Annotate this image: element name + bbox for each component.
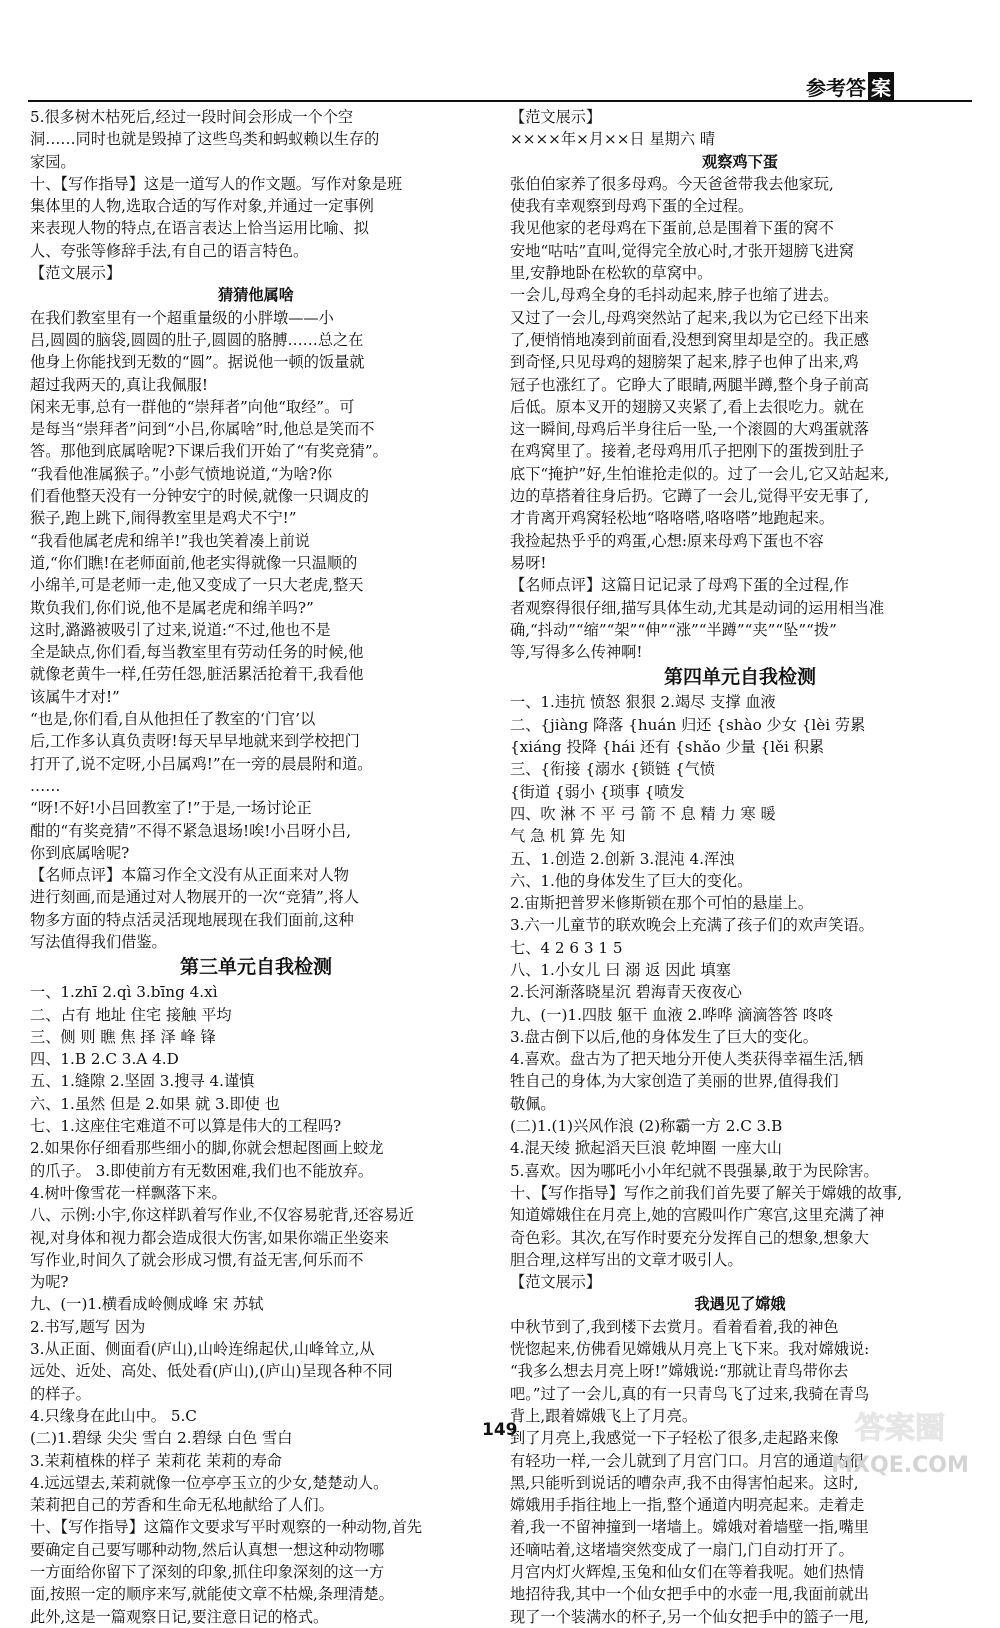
text-line: 道,“你们瞧!在老师面前,他老实得就像一只温顺的 [30, 553, 358, 572]
text-line: 奇色彩。其次,在写作时要充分发挥自己的想象,想象大 [510, 1228, 869, 1247]
text-line: (二)1.(1)兴风作浪 (2)称霸一方 2.C 3.B [510, 1117, 783, 1136]
text-line: 物多方面的特点活灵活现地展现在我们面前,这种 [30, 910, 354, 929]
text-line: 后低。原本叉开的翅膀又夹紧了,看上去很吃力。就在 [510, 397, 865, 416]
text-line: 为呢? [30, 1273, 69, 1292]
text-line: 2.长河渐落晓星沉 碧海青天夜夜心 [510, 983, 742, 1002]
text-line: 十、【写作指导】这篇作文要求写平时观察的一种动物,首先 [30, 1518, 423, 1537]
text-line: 还嘀咕着,这堵墙突然变成了一扇门,门自动打开了。 [510, 1540, 854, 1559]
text-line: 猴子,跑上跳下,闹得教室里是鸡犬不宁!” [30, 509, 297, 528]
text-line: 有轻功一样,一会儿就到了月宫门口。月宫的通道内很 [510, 1451, 865, 1470]
text-line: 酣的“有奖竞猜”不得不紧急退场!唉!小吕呀小吕, [30, 821, 352, 840]
text-line: 一方面给你留下了深刻的印象,抓住印象深刻的这一方 [30, 1563, 385, 1581]
text-line: 才肯离开鸡窝轻松地“咯咯嗒,咯咯嗒”地跑起来。 [510, 509, 835, 528]
watermark-line2: MXQE.COM [831, 1453, 969, 1478]
text-line: 欺负我们,你们说,他不是属老虎和绵羊吗?” [30, 598, 314, 617]
text-line: 是每当“崇拜者”问到“小吕,你属啥”时,他总是笑而不 [30, 420, 375, 439]
header-title: 参考答 [806, 76, 866, 100]
text-line: 2.书写,题写 因为 [30, 1317, 146, 1336]
text-line: 的样子。 [30, 1384, 91, 1403]
text-line: 此外,这是一篇观察日记,要注意日记的格式。 [30, 1607, 329, 1626]
text-line: {xiáng 投降 {hái 还有 {shǎo 少量 {lěi 积累 [510, 738, 825, 757]
text-line: 3.茉莉植株的样子 茉莉花 茉莉的寿命 [30, 1451, 282, 1470]
text-line: 边的草搭着往身后扔。它蹲了一会儿,觉得平安无事了, [510, 487, 869, 506]
text-line: 视,对身体和视力都会造成很大伤害,如果你端正坐姿来 [30, 1228, 389, 1247]
text-line: 观察鸡下蛋 [702, 152, 778, 171]
text-line: 我遇见了嫦娥 [694, 1295, 786, 1314]
text-line: “也是,你们看,自从他担任了教室的‘门官’以 [30, 710, 316, 729]
text-line: 二、{jiàng 降落 {huán 归还 {shào 少女 {lèi 劳累 [510, 715, 866, 734]
text-line: 六、1.虽然 但是 2.如果 就 3.即使 也 [30, 1094, 280, 1113]
text-line: 后,工作多认真负责呀!每天早早地就来到学校把门 [30, 732, 360, 751]
text-line: 在我们教室里有一个超重量级的小胖墩——小 [30, 308, 334, 327]
text-line: 来表现人物的特点,在语言表达上恰当运用比喻、拟 [30, 219, 369, 238]
text-line: 背上,跟着嫦娥飞上了月亮。 [510, 1406, 698, 1425]
text-line: “我看他属老虎和绵羊!”我也笑着凑上前说 [30, 531, 310, 550]
text-line: 吧。”过了一会儿,真的有一只青鸟飞了过来,我骑在青鸟 [510, 1384, 870, 1403]
text-line: 家园。 [30, 152, 76, 171]
text-line: “呀!不好!小吕回教室了!”于是,一场讨论正 [30, 799, 312, 818]
text-line: {街道 {弱小 {琐事 {喷发 [510, 782, 685, 801]
text-line: 里,安静地卧在松软的草窝中。 [510, 264, 713, 283]
text-line: 七、4 2 6 3 1 5 [510, 938, 623, 957]
text-line: 你到底属啥呢? [30, 843, 130, 862]
header-title-boxed-char: 案 [868, 72, 894, 101]
left-column [30, 106, 482, 1628]
text-line: 安地“咕咕”直叫,觉得完全放心时,才张开翅膀飞进窝 [510, 241, 855, 260]
text-line: “我看他准属猴子。”小彭气愤地说道,“为啥?你 [30, 464, 333, 483]
text-line: 敬佩。 [510, 1094, 556, 1113]
text-line: “我多么想去月亮上呀!”嫦娥说:“那就让青鸟带你去 [510, 1362, 849, 1381]
text-line: 第三单元自我检测 [179, 956, 332, 979]
text-line: 面,按照一定的顺序来写,就能使文章不枯燥,条理清楚。 [30, 1585, 394, 1604]
text-line: 的爪子。 3.即使前方有无数困难,我们也不能放弃。 [30, 1161, 374, 1180]
text-line: 2.如果你仔细看那些细小的脚,你就会想起图画上蛟龙 [30, 1139, 384, 1158]
text-line: 一会儿,母鸡全身的毛抖动起来,脖子也缩了进去。 [510, 286, 839, 305]
text-line: 又过了一会儿,母鸡突然站了起来,我以为它已经下出来 [510, 308, 869, 327]
text-line: 着,我一不留神撞到一堵墙上。嫦娥对着墙壁一指,嘴里 [510, 1518, 869, 1537]
text-line: 知道嫦娥住在月亮上,她的宫殿叫作广寒宫,这里充满了神 [510, 1206, 885, 1225]
watermark-line1: 答案圈 [855, 1411, 945, 1446]
text-line: 现了一个装满水的杯子,另一个仙女把手中的篮子一甩, [510, 1607, 869, 1626]
text-line: 【范文展示】 [510, 108, 602, 126]
text-line: 一、1.违抗 愤怒 狠狠 2.竭尽 支撑 血液 [510, 693, 776, 712]
text-line: 八、1.小女儿 曰 溺 返 因此 填塞 [510, 960, 731, 979]
text-line: 茉莉把自己的芳香和生命无私地献给了人们。 [30, 1496, 334, 1515]
text-line: 3.六一儿童节的联欢晚会上充满了孩子们的欢声笑语。 [510, 916, 874, 935]
text-line: 该属牛才对!” [30, 687, 120, 706]
text-line: 者观察得很仔细,描写具体生动,尤其是动词的运用相当准 [510, 598, 885, 617]
text-line: 人、夸张等修辞手法,有自己的语言特色。 [30, 241, 309, 260]
text-line: ××××年×月××日 星期六 晴 [510, 130, 716, 149]
text-line: 我见他家的老母鸡在下蛋前,总是围着下蛋的窝不 [510, 219, 834, 238]
text-line: 【范文展示】 [30, 264, 122, 283]
text-line: 4.只缘身在此山中。 5.C [30, 1406, 197, 1425]
text-line: 恍惚起来,仿佛看见嫦娥从月亮上飞下来。我对嫦娥说: [510, 1340, 870, 1359]
text-line: 九、(一)1.横看成岭侧成峰 宋 苏轼 [30, 1295, 264, 1314]
text-line: 【名师点评】这篇日记记录了母鸡下蛋的全过程,作 [510, 576, 849, 595]
text-line: 四、吹 淋 不 平 弓 箭 不 息 精 力 寒 暖 [510, 804, 776, 823]
text-line: 等,写得多么传神啊! [510, 643, 643, 662]
text-line: 就像老黄牛一样,任劳任怨,脏活累活抢着干,我看他 [30, 665, 364, 684]
text-line: 三、侧 则 瞧 焦 择 泽 峰 锋 [30, 1027, 216, 1046]
text-line: 十、【写作指导】这是一道写人的作文题。写作对象是班 [30, 174, 403, 193]
text-line: 3.从正面、侧面看(庐山),山岭连绵起伏,山峰耸立,从 [30, 1340, 375, 1359]
text-line: 进行刻画,而是通过对人物展开的一次“竞猜”,将人 [30, 888, 359, 907]
page-header [806, 72, 894, 101]
text-line: 二、占有 地址 住宅 接触 平均 [30, 1005, 232, 1024]
text-line: 十、【写作指导】写作之前我们首先要了解关于嫦娥的故事, [510, 1183, 903, 1202]
text-line: 远处、近处、高处、低处看(庐山),(庐山)呈现各种不同 [30, 1362, 393, 1381]
text-line: 们看他整天没有一分钟安宁的时候,就像一只调皮的 [30, 487, 369, 506]
text-line: 4.喜欢。盘古为了把天地分开使人类获得幸福生活,牺 [510, 1050, 864, 1069]
text-line: 全是缺点,你们看,每当教室里有劳动任务的时候,他 [30, 643, 364, 662]
text-line: 九、(一)1.四肢 躯干 血液 2.哗哗 滴滴答答 咚咚 [510, 1005, 834, 1024]
text-line: 我捡起热乎乎的鸡蛋,心想:原来母鸡下蛋也不容 [510, 531, 824, 550]
text-line: 5.很多树木枯死后,经过一段时间会形成一个个空 [30, 108, 354, 126]
text-line: 这时,潞潞被吸引了过来,说道:“不过,他也不是 [30, 620, 331, 639]
text-line: 2.宙斯把普罗米修斯锁在那个可怕的悬崖上。 [510, 894, 814, 913]
watermark-logo [820, 1400, 980, 1484]
text-line: 写作业,时间久了就会形成习惯,有益无害,何乐而不 [30, 1250, 364, 1269]
text-line: 小绵羊,可是老师一走,他又变成了一只大老虎,整天 [30, 576, 364, 595]
text-line: 中秋节到了,我到楼下去赏月。看着看着,我的神色 [510, 1317, 839, 1336]
text-line: 第四单元自我检测 [663, 666, 816, 689]
text-line: 3.盘古倒下以后,他的身体发生了巨大的变化。 [510, 1027, 818, 1046]
text-line: 猜猜他属啥 [218, 286, 294, 305]
text-line: 底下“掩护”好,生怕谁抢走似的。过了一会儿,它又站起来, [510, 464, 890, 483]
text-line: 集体里的人物,选取合适的写作对象,并通过一定事例 [30, 197, 374, 216]
text-line: 易呀! [510, 553, 547, 572]
text-line: 5.喜欢。因为哪吒小小年纪就不畏强暴,敢于为民除害。 [510, 1161, 879, 1180]
text-line: 牲自己的身体,为大家创造了美丽的世界,值得我们 [510, 1072, 839, 1091]
text-line: 四、1.B 2.C 3.A 4.D [30, 1050, 179, 1069]
text-line: 冠子也涨红了。它睁大了眼睛,两腿半蹲,整个身子前高 [510, 375, 869, 394]
text-line: 黑,只能听到说话的嘈杂声,我不由得害怕起来。这时, [510, 1473, 859, 1492]
text-line: 气 急 机 算 先 知 [510, 827, 626, 846]
text-line: 4.混天绫 掀起滔天巨浪 乾坤圈 一座大山 [510, 1139, 782, 1158]
text-line: 一、1.zhī 2.qì 3.bīng 4.xì [30, 983, 218, 1002]
text-line: 答。那他到底属啥呢?下课后我们开始了“有奖竞猜”。 [30, 442, 388, 461]
text-line: 这一瞬间,母鸡后半身往后一坠,一个滚圆的大鸡蛋就落 [510, 420, 869, 439]
text-line: 要确定自己要写哪种动物,然后认真想一想这种动物哪 [30, 1540, 385, 1559]
text-line: 在鸡窝里了。接着,老母鸡用爪子把刚下的蛋拨到肚子 [510, 442, 865, 461]
text-line: 地招待我,其中一个仙女把手中的水壶一甩,我面前就出 [510, 1585, 869, 1604]
text-line: 确,“抖动”“缩”“架”“伸”“涨”“半蹲”“夹”“坠”“拨” [510, 620, 837, 639]
text-line: 闲来无事,总有一群他的“崇拜者”向他“取经”。可 [30, 397, 355, 416]
text-line: 七、1.这座住宅难道不可以算是伟大的工程吗? [30, 1117, 342, 1136]
text-line: 洞……同时也就是毁掉了这些鸟类和蚂蚁赖以生存的 [30, 130, 380, 149]
text-line: 【名师点评】本篇习作全文没有从正面来对人物 [30, 866, 349, 885]
text-line: 4.树叶像雪花一样飘落下来。 [30, 1183, 227, 1202]
text-line: 打开了,说不定呀,小吕属鸡!”在一旁的晨晨附和道。 [30, 754, 373, 773]
text-line: 张伯伯家养了很多母鸡。今天爸爸带我去他家玩, [510, 174, 834, 193]
text-line: 使我有幸观察到母鸡下蛋的全过程。 [510, 197, 753, 216]
text-line: …… [30, 776, 61, 795]
text-line: 到奇怪,只见母鸡的翅膀架了起来,脖子也伸了出来,鸡 [510, 353, 859, 372]
text-line: (二)1.碧绿 尖尖 雪白 2.碧绿 白色 雪白 [30, 1429, 293, 1448]
text-line: 超过我两天的,真让我佩服! [30, 375, 208, 394]
header-rule [28, 100, 972, 102]
text-line: 胆合理,这样写出的文章才吸引人。 [510, 1250, 743, 1269]
text-line: 【范文展示】 [510, 1273, 602, 1292]
text-line: 他身上你能找到无数的“圆”。据说他一顿的饭量就 [30, 353, 365, 372]
text-line: 六、1.他的身体发生了巨大的变化。 [510, 871, 753, 890]
text-line: 八、示例:小宇,你这样趴着写作业,不仅容易驼背,还容易近 [30, 1206, 415, 1225]
text-line: 五、1.创造 2.创新 3.混沌 4.浑浊 [510, 849, 735, 868]
text-line: 月宫内灯火辉煌,玉兔和仙女们在等着我呢。她们热情 [510, 1563, 865, 1581]
text-line: 了,便悄悄地凑到前面看,没想到窝里却是空的。我正感 [510, 330, 869, 349]
text-line: 五、1.缝隙 2.坚固 3.搜寻 4.谨慎 [30, 1072, 255, 1091]
text-line: 吕,圆圆的脑袋,圆圆的肚子,圆圆的胳膊……总之在 [30, 330, 364, 349]
text-line: 到了月亮上,我感觉一下子轻松了很多,走起路来像 [510, 1429, 839, 1448]
text-line: 嫦娥用手指往地上一指,整个通道内明亮起来。走着走 [510, 1496, 865, 1515]
page-number: 149 [482, 1420, 518, 1440]
text-line: 4.远远望去,茉莉就像一位亭亭玉立的少女,楚楚动人。 [30, 1473, 389, 1492]
text-line: 写法值得我们借鉴。 [30, 932, 167, 951]
text-line: 三、{衔接 {溺水 {锁链 {气愤 [510, 760, 716, 779]
